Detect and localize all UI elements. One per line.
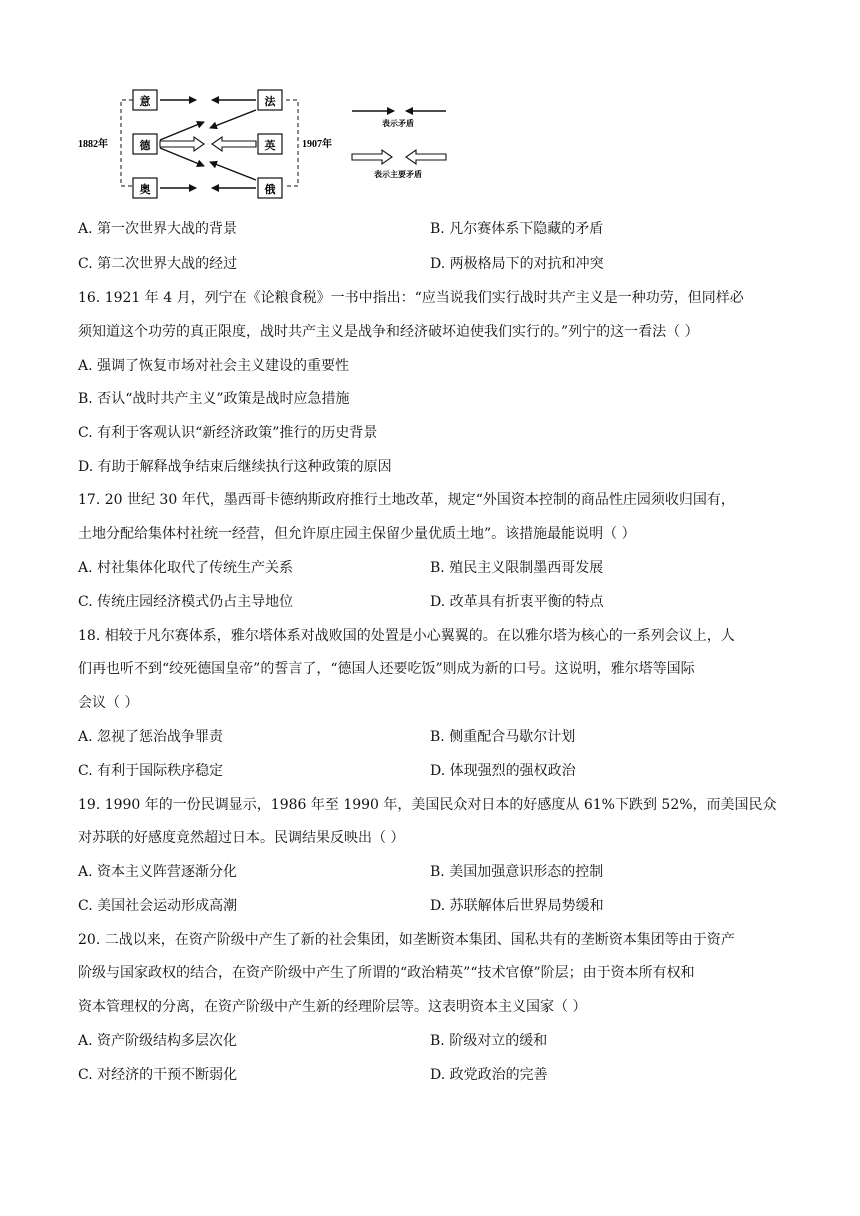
q17-option-b[interactable]: B. 殖民主义限制墨西哥发展 bbox=[430, 560, 604, 576]
q15-option-d[interactable]: D. 两极格局下的对抗和冲突 bbox=[430, 256, 604, 272]
q18-option-c[interactable]: C. 有利于国际秩序稳定 bbox=[78, 763, 224, 779]
label-germany: 德 bbox=[139, 139, 151, 152]
q20-option-c[interactable]: C. 对经济的干预不断弱化 bbox=[78, 1067, 238, 1083]
alliance-diagram bbox=[76, 84, 456, 206]
year-1882: 1882年 bbox=[78, 139, 108, 150]
triple-entente-bracket bbox=[286, 100, 298, 186]
q16-stem-line1: 16. 1921 年 4 月，列宁在《论粮食税》一书中指出：“应当说我们实行战时共产主义是一种功劳，但同样必 bbox=[78, 290, 744, 306]
label-russia: 俄 bbox=[264, 183, 276, 196]
q16-option-d[interactable]: D. 有助于解释战争结束后继续执行这种政策的原因 bbox=[78, 459, 392, 475]
q19-option-c[interactable]: C. 美国社会运动形成高潮 bbox=[78, 898, 238, 914]
arrow-russia-germany bbox=[210, 162, 256, 180]
year-1907: 1907年 bbox=[302, 139, 332, 150]
q19-option-d[interactable]: D. 苏联解体后世界局势缓和 bbox=[430, 898, 604, 914]
q19-option-a[interactable]: A. 资本主义阵营逐渐分化 bbox=[78, 864, 238, 880]
q17-option-c[interactable]: C. 传统庄园经济模式仍占主导地位 bbox=[78, 594, 294, 610]
q15-option-c[interactable]: C. 第二次世界大战的经过 bbox=[78, 256, 238, 272]
q17-option-d[interactable]: D. 改革具有折衷平衡的特点 bbox=[430, 594, 604, 610]
label-italy: 意 bbox=[139, 95, 151, 108]
q17-option-a[interactable]: A. 村社集体化取代了传统生产关系 bbox=[78, 560, 294, 576]
q20-option-a[interactable]: A. 资产阶级结构多层次化 bbox=[78, 1033, 238, 1049]
label-britain: 英 bbox=[264, 139, 276, 152]
main-arrow-germany-britain bbox=[160, 137, 204, 151]
alliance-diagram-svg bbox=[76, 84, 456, 206]
q15-option-a[interactable]: A. 第一次世界大战的背景 bbox=[78, 221, 238, 237]
q18-option-b[interactable]: B. 侧重配合马歇尔计划 bbox=[430, 729, 576, 745]
q16-option-a[interactable]: A. 强调了恢复市场对社会主义建设的重要性 bbox=[78, 358, 350, 374]
q15-option-b[interactable]: B. 凡尔赛体系下隐藏的矛盾 bbox=[430, 221, 604, 237]
q17-stem-line2: 土地分配给集体村社统一经营，但允许原庄园主保留少量优质土地”。该措施最能说明（ ） bbox=[78, 526, 636, 542]
q19-stem-line1: 19. 1990 年的一份民调显示，1986 年至 1990 年，美国民众对日本的好感度从 61%下跌到 52%，而美国民众 bbox=[78, 797, 777, 813]
q20-stem-line1: 20. 二战以来，在资产阶级中产生了新的社会集团，如垄断资本集团、国私共有的垄断资本集团等由于资产 bbox=[78, 932, 735, 948]
q20-stem-line3: 资本管理权的分离，在资产阶级中产生新的经理阶层等。这表明资本主义国家（ ） bbox=[78, 999, 587, 1015]
arrow-germany-russia bbox=[160, 148, 204, 166]
q17-stem-line1: 17. 20 世纪 30 年代，墨西哥卡德纳斯政府推行土地改革，规定“外国资本控制的商品性庄园须收归国有， bbox=[78, 492, 735, 508]
q19-stem-line2: 对苏联的好感度竟然超过日本。民调结果反映出（ ） bbox=[78, 830, 405, 846]
legend-main-arrow-b bbox=[406, 150, 446, 164]
q18-stem-line2: 们再也听不到“绞死德国皇帝”的誓言了，“德国人还要吃饭”则成为新的口号。这说明，雅尔塔等国际 bbox=[78, 661, 695, 677]
q20-stem-line2: 阶级与国家政权的结合，在资产阶级中产生了所谓的“政治精英”“技术官僚”阶层；由于资本所有权和 bbox=[78, 965, 695, 981]
q16-option-c[interactable]: C. 有利于客观认识“新经济政策”推行的历史背景 bbox=[78, 425, 378, 441]
q20-option-b[interactable]: B. 阶级对立的缓和 bbox=[430, 1033, 548, 1049]
q18-option-d[interactable]: D. 体现强烈的强权政治 bbox=[430, 763, 576, 779]
legend-main-arrow-a bbox=[352, 150, 392, 164]
q18-stem-line1: 18. 相较于凡尔赛体系，雅尔塔体系对战败国的处置是小心翼翼的。在以雅尔塔为核心的一系列会议上，人 bbox=[78, 628, 735, 644]
label-france: 法 bbox=[264, 95, 276, 108]
q16-option-b[interactable]: B. 否认“战时共产主义”政策是战时应急措施 bbox=[78, 391, 350, 407]
triple-alliance-bracket bbox=[121, 100, 133, 186]
q18-option-a[interactable]: A. 忽视了惩治战争罪责 bbox=[78, 729, 224, 745]
q20-option-d[interactable]: D. 政党政治的完善 bbox=[430, 1067, 548, 1083]
q16-stem-line2: 须知道这个功劳的真正限度，战时共产主义是战争和经济破坏迫使我们实行的。”列宁的这一看法（ ） bbox=[78, 324, 699, 340]
q19-option-b[interactable]: B. 美国加强意识形态的控制 bbox=[430, 864, 604, 880]
arrow-germany-france bbox=[160, 122, 204, 140]
arrow-france-germany bbox=[210, 110, 256, 128]
legend-main-conflict-text: 表示主要矛盾 bbox=[374, 169, 422, 179]
q18-stem-line3: 会议（ ） bbox=[78, 695, 139, 711]
label-austria: 奥 bbox=[139, 183, 151, 196]
main-arrow-britain-germany bbox=[212, 137, 256, 151]
legend-conflict-text: 表示矛盾 bbox=[382, 118, 414, 128]
